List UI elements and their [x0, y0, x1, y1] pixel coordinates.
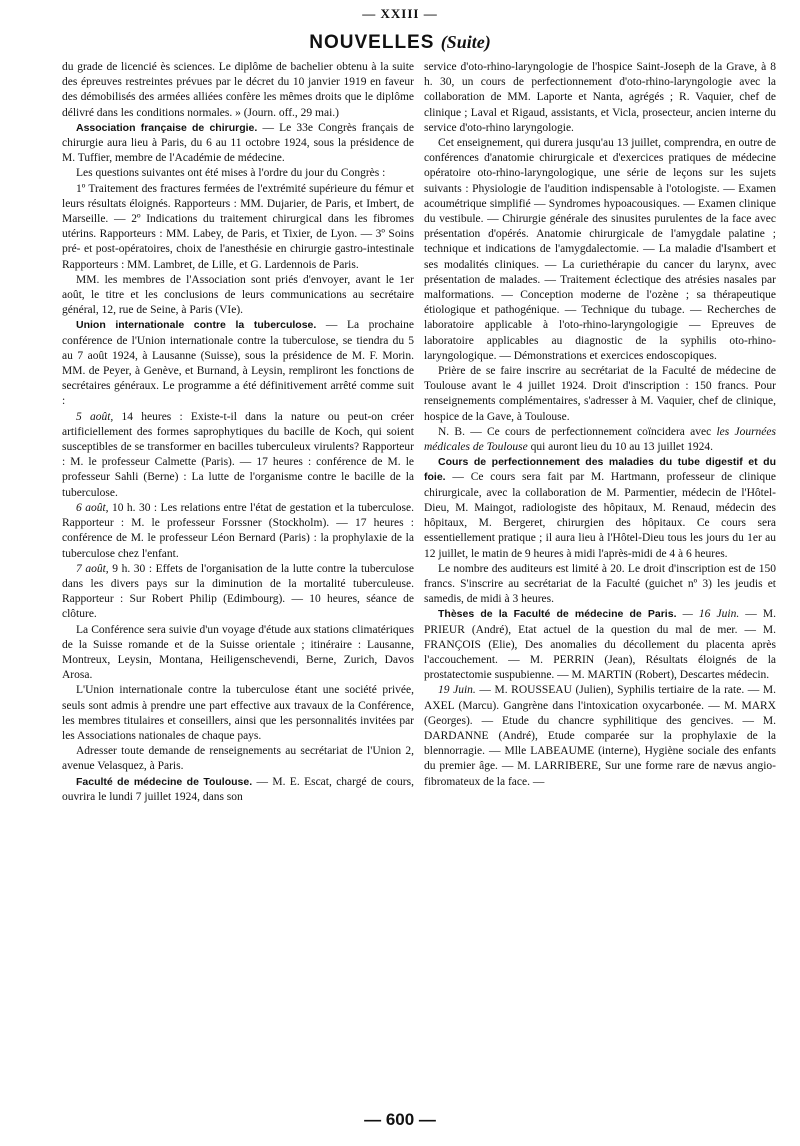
paragraph-text: — Ce cours sera fait par M. Hartmann, professeur de clinique chirurgicale, avec la collaboration de M. Parmentier, médecin de l'Hôtel-Dieu, M. Maingot, radiologiste des hôpitaux, M. Renaud, médecin des hôpitaux, M. Bergeret, chirurgien des hôpitaux. Ce cours sera essentiellement pratique ; il aura lieu à l'Hôtel-Dieu tous les jours du 1er au 12 juillet, le matin de 9 heures à midi l'après-midi de 4 à 6 heures. [424, 471, 776, 560]
paragraph-text: — Le 33e Congrès français de chirurgie aura lieu à Paris, du 6 au 11 octobre 1924, sous la présidence de M. Tuffier, membre de l'Académie de médecine. [62, 121, 414, 165]
programme-day [62, 410, 414, 501]
paragraph: service d'oto-rhino-laryngologie de l'hospice Saint-Joseph de la Grave, à 8 h. 30, un cours de perfectionnement d'oto-rhino-laryngologie avec la collaboration de MM. Laporte et Nanta, agrégés ; R. Vaquier, chef de clinique ; Laval et Rigaud, assistants, et Vicla, prosecteur, ancien interne du service d'oto-rhino laryngologie. [424, 61, 776, 134]
title-suffix: (Suite) [440, 32, 491, 52]
paragraph: Le nombre des auditeurs est limité à 20. Le droit d'inscription est de 150 francs. S'inscrire au secrétariat de la Faculté (guichet nº 3) les jeudis et samedis, de midi à 3 heures. [424, 562, 776, 606]
right-column [424, 60, 776, 790]
news-item [62, 318, 414, 409]
paragraph-text: — La prochaine conférence de l'Union internationale contre la tuberculose, se tiendra du 5 au 7 août 1924, à Lausanne (Suisse), sous la présidence de M. F. Morin. MM. de Peyer, à Genève, et Burnand, à Leysin, rempliront les fonctions de secrétaires généraux. Le programme a été définitivement arrêté comme suit : [62, 319, 414, 408]
news-item [62, 121, 414, 167]
page-number: — 600 — [364, 1110, 436, 1129]
paragraph: du grade de licencié ès sciences. Le diplôme de bachelier obtenu à la suite des épreuves restreintes prévues par le décret du 10 janvier 1919 en faveur des démobilisés des armées alliées confère les mêmes droits que le diplôme délivré dans les conditions normales. » (Journ. off., 29 mai.) [62, 61, 414, 119]
programme-day [62, 501, 414, 562]
date-label: 19 Juin. [438, 684, 476, 697]
programme-day [62, 562, 414, 623]
paragraph-text: 10 h. 30 : Les relations entre l'état de gestation et la tuberculose. Rapporteur : M. le professeur Forssner (Stockholm). — 17 heures : conférence de M. le professeur Léon Bernard (Paris) : la prophylaxie de la tuberculose chez l'enfant. [62, 501, 414, 560]
paragraph-text: 14 heures : Existe-t-il dans la nature ou peut-on créer artificiellement des formes saprophytiques du bacille de Koch, qui soient susceptibles de se transformer en bacilles tuberculeux virulents? Rapporteur : M. le professeur Calmette (Paris). — 17 heures : conférence de M. le professeur Sahli (Berne) : La lutte de l'organisme contre le bacille de la tuberculose. [62, 410, 414, 499]
section-heading: Cours de perfectionnement des maladies du tube digestif et du foie. [424, 456, 776, 484]
paragraph: Cet enseignement, qui durera jusqu'au 13 juillet, comprendra, en outre de conférences d'anatomie chirurgicale et d'exercices pratiques de médecine opératoire oto-rhino-laryngologique, une série de leçons sur les sujets suivants : Physiologie de l'audition indispensable à l'otologiste. — Examen acoumétrique simplifié — Syndromes hypoacousiques. — Examen clinique du vestibule. — Chirurgie générale des sinusites purulentes de la face avec présentation d'opérés. Anatomie chirurgicale de l'amygdale palatine ; technique et indications de l'amygdalectomie. — La maladie d'Isambert et ses modalités cliniques. — La curiethérapie du cancer du larynx, avec présentation de malades. — Traitement éclectique des atrésies nasales par malformations. — Conception moderne de l'ozène ; sa thérapeutique étiologique et pathogénique. — Technique du tubage. — Recherches de laboratoire applicable à l'oto-rhino-laryngologigie — Epreuves de laboratoire applicables au diagnostic de la syphilis oto-rhino-laryngologique. — Démonstrations et exercices endoscopiques. [424, 137, 776, 362]
section-heading: Association française de chirurgie. [76, 121, 258, 134]
date-label: — 16 Juin. [676, 608, 740, 621]
section-heading: Union internationale contre la tuberculose. [76, 319, 317, 332]
paragraph: La Conférence sera suivie d'un voyage d'étude aux stations climatériques de la Suisse romande et de la Suisse orientale ; itinéraire : Lausanne, Montreux, Leysin, Montana, Heiligenschevendi, Berne, Zurich, Davos Arosa. [62, 623, 414, 682]
paragraph-text: 9 h. 30 : Effets de l'organisation de la lutte contre la tuberculose dans les divers pays sur la diminution de la mortalité tuberculeuse. Rapporteur : Sur Robert Philip (Edimbourg). — 10 heures, séance de clôture. [62, 562, 414, 621]
date-label: 7 août, [76, 562, 109, 575]
paragraph [424, 683, 776, 789]
page-title [0, 32, 800, 54]
news-item [62, 775, 414, 805]
paragraph: MM. les membres de l'Association sont priés d'envoyer, avant le 1er août, le titre et les conclusions de leurs communications au secrétaire général, 12, rue de Seine, à Paris (VIe). [62, 273, 414, 317]
paragraph-text: N. B. — Ce cours de perfectionnement coïncidera avec [438, 425, 717, 438]
paragraph: Prière de se faire inscrire au secrétariat de la Faculté de médecine de Toulouse avant le 4 juillet 1924. Droit d'inscription : 150 francs. Pour renseignements complémentaires, s'adresser à M. Vaquier, chef de clinique, hospice de la Gave, à Toulouse. [424, 365, 776, 423]
paragraph: Adresser toute demande de renseignements au secrétariat de l'Union 2, avenue Velasquez, à Paris. [62, 745, 414, 773]
date-label: 6 août, [76, 501, 109, 514]
paragraph: Les questions suivantes ont été mises à l'ordre du jour du Congrès : [76, 167, 386, 180]
paragraph: L'Union internationale contre la tuberculose étant une société privée, seuls sont admis à prendre une part effective aux travaux de la Conférence, les membres titulaires et conseillers, ainsi que les personnalités invitées par les Associations nationales de chaque pays. [62, 684, 414, 742]
paragraph: 1º Traitement des fractures fermées de l'extrémité supérieure du fémur et leurs résultats éloignés. Rapporteurs : MM. Dujarier, de Paris, et Imbert, de Marseille. — 2º Indications du traitement chirurgical dans les fibromes utérins. Rapporteurs : MM. Labey, de Paris, et Tixier, de Lyon. — 3º Soins pré- et post-opératoires, choix de l'anesthésie en chirurgie gastro-intestinale Rapporteurs : MM. Lambret, de Lille, et G. Lardennois de Paris. [62, 182, 414, 271]
news-item [424, 607, 776, 683]
paragraph-text: — M. E. Escat, chargé de cours, ouvrira le lundi 7 juillet 1924, dans son [62, 775, 414, 803]
left-column [62, 60, 414, 805]
section-heading: Thèses de la Faculté de médecine de Paris. [438, 608, 677, 621]
paragraph [424, 425, 776, 455]
italic-text: les Journées médicales de Toulouse [424, 425, 776, 454]
news-item [424, 455, 776, 561]
date-label: 5 août, [76, 410, 114, 423]
section-heading: Faculté de médecine de Toulouse. [76, 775, 253, 788]
paragraph-text: qui auront lieu du 10 au 13 juillet 1924. [527, 441, 713, 454]
title-text: NOUVELLES [309, 32, 435, 53]
paragraph-text: — M. ROUSSEAU (Julien), Syphilis tertiaire de la rate. — M. AXEL (Marcu). Gangrène dans l'intoxication oxycarbonée. — M. MARX (Georges). — Etude du chancre syphilitique des gencives. — M. DARDANNE (André), Etude comparée sur la prophylaxie de la blennorragie. — Mlle LABEAUME (interne), Hygiène sociale des enfants du premier âge. — M. LARRIBERE, Sur une forme rare de nævus angio-fibromateux de la face. — [424, 684, 776, 788]
paragraph-text: — M. PRIEUR (André), Etat actuel de la question du mal de mer. — M. FRANÇOIS (Elie), Des anomalies du décollement du placenta après l'accouchement. — M. PERRIN (Jean), Résultats éloignés de la prostatectomie suspubienne. — M. MARTIN (Robert), Descartes médecin. [424, 608, 776, 682]
page-section-marker: — XXIII — [362, 6, 438, 21]
